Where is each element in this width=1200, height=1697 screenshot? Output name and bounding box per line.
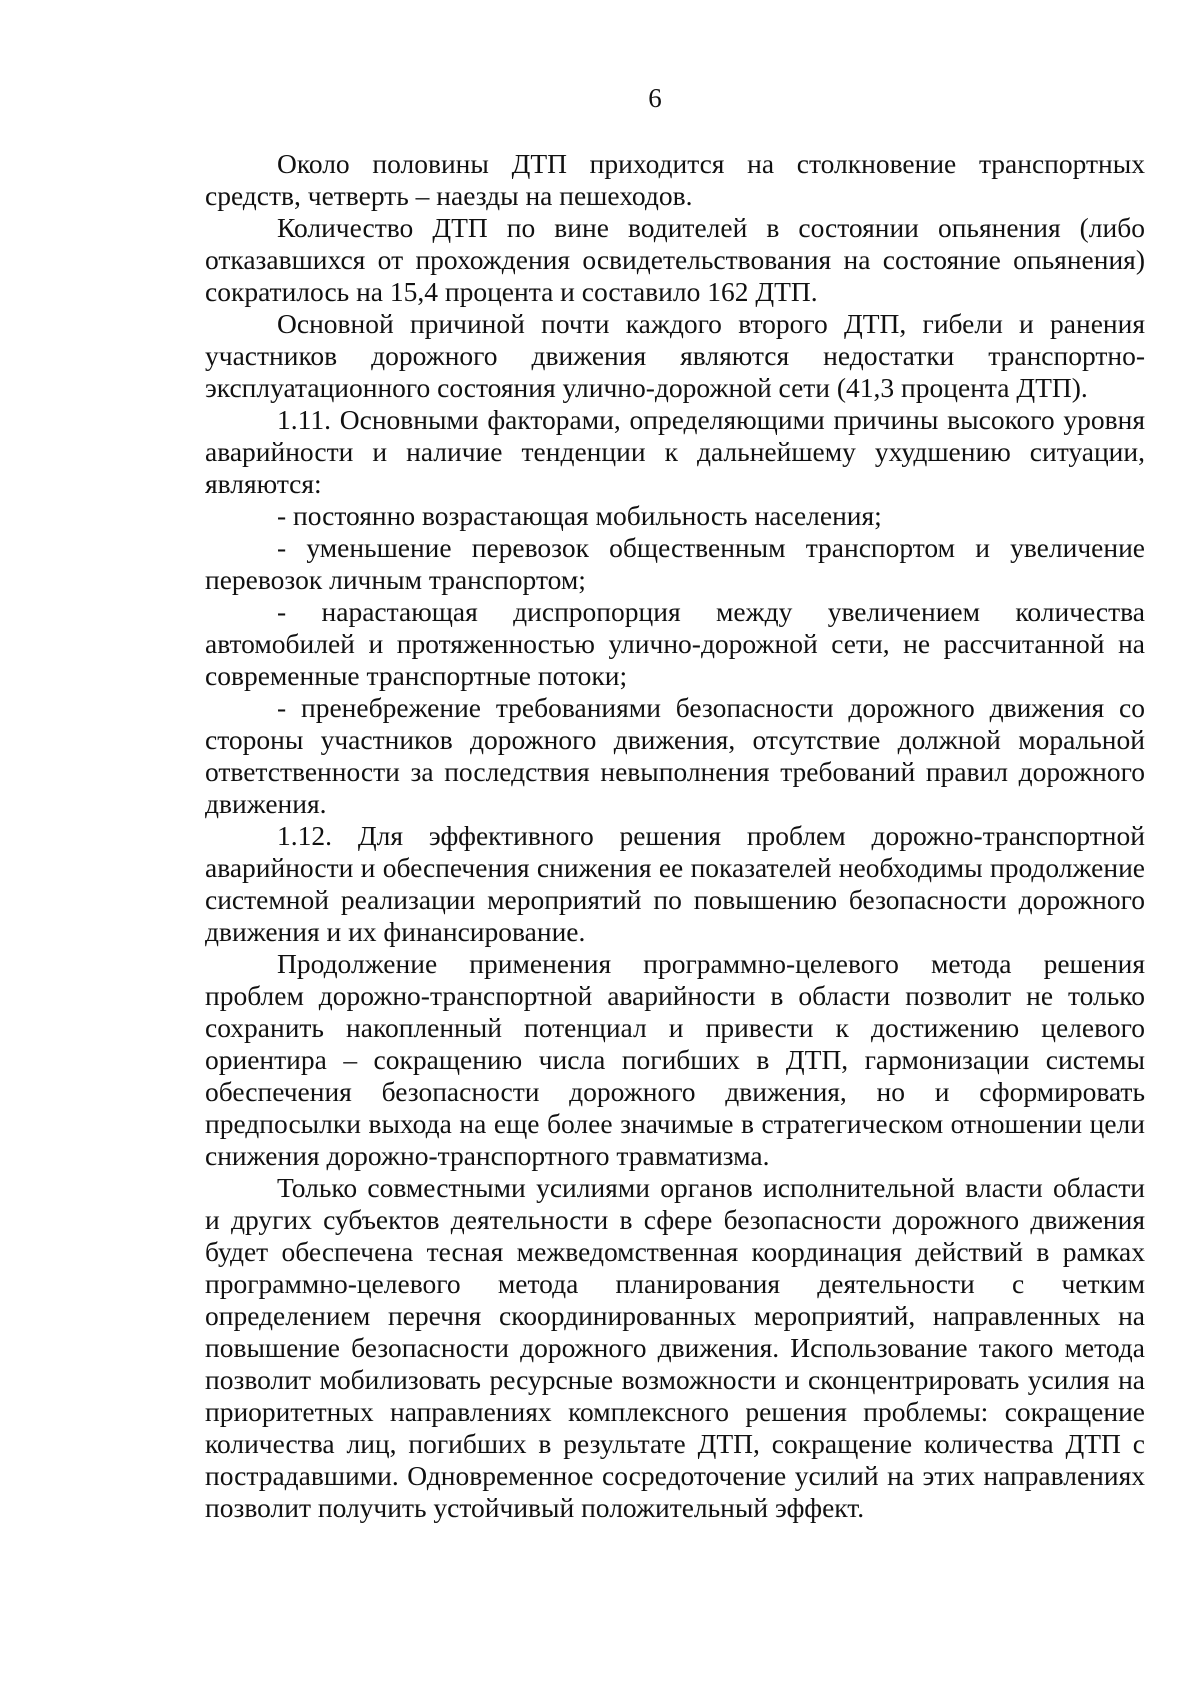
paragraph-section-1-12: 1.12. Для эффективного решения проблем дорожно-транспортной аварийности и обеспечения снижения ее показателей необходимы продолжение системной реализации мероприятий по повышению безопасности дорожного движения и их финансирование.: [205, 820, 1145, 947]
list-item-mobility: - постоянно возрастающая мобильность населения;: [277, 500, 882, 531]
paragraph-program-method: Продолжение применения программно-целевого метода решения проблем дорожно-транспортной аварийности в области позволит не только сохранить накопленный потенциал и привести к достижению целевого ориентира – сокращению числа погибших в ДТП, гармонизации системы обеспечения безопасности дорожного движения, но и сформировать предпосылки выхода на еще более значимые в стратегическом отношении цели снижения дорожно-транспортного травматизма.: [205, 948, 1145, 1171]
list-item-transport-shift: - уменьшение перевозок общественным транспортом и увеличение перевозок личным транспортом;: [205, 532, 1145, 595]
paragraph-section-1-11: 1.11. Основными факторами, определяющими причины высокого уровня аварийности и наличие тенденции к дальнейшему ухудшению ситуации, являются:: [205, 404, 1145, 499]
list-item-disproportion: - нарастающая диспропорция между увеличением количества автомобилей и протяженностью улично-дорожной сети, не рассчитанной на современные транспортные потоки;: [205, 596, 1145, 691]
paragraph-joint-efforts: Только совместными усилиями органов исполнительной власти области и других субъектов деятельности в сфере безопасности дорожного движения будет обеспечена тесная межведомственная координация действий в рамках программно-целевого метода планирования деятельности с четким определением перечня скоординированных мероприятий, направленных на повышение безопасности дорожного движения. Использование такого метода позволит мобилизовать ресурсные возможности и сконцентрировать усилия на приоритетных направлениях комплексного решения проблемы: сокращение количества лиц, погибших в результате ДТП, сокращение количества ДТП с пострадавшими. Одновременное сосредоточение усилий на этих направлениях позволит получить устойчивый положительный эффект.: [205, 1172, 1145, 1523]
list-item-neglect-requirements: - пренебрежение требованиями безопасности дорожного движения со стороны участников дорожного движения, отсутствие должной моральной ответственности за последствия невыполнения требований правил дорожного движения.: [205, 692, 1145, 819]
paragraph-accident-types: Около половины ДТП приходится на столкновение транспортных средств, четверть – наезды на пешеходов.: [205, 148, 1145, 211]
body-text: [205, 148, 1145, 1524]
paragraph-drunk-drivers: Количество ДТП по вине водителей в состоянии опьянения (либо отказавшихся от прохождения освидетельствования на состояние опьянения) сократилось на 15,4 процента и составило 162 ДТП.: [205, 212, 1145, 307]
page-number: 6: [648, 83, 662, 113]
paragraph-main-cause: Основной причиной почти каждого второго ДТП, гибели и ранения участников дорожного движения являются недостатки транспортно-эксплуатационного состояния улично-дорожной сети (41,3 процента ДТП).: [205, 308, 1145, 403]
